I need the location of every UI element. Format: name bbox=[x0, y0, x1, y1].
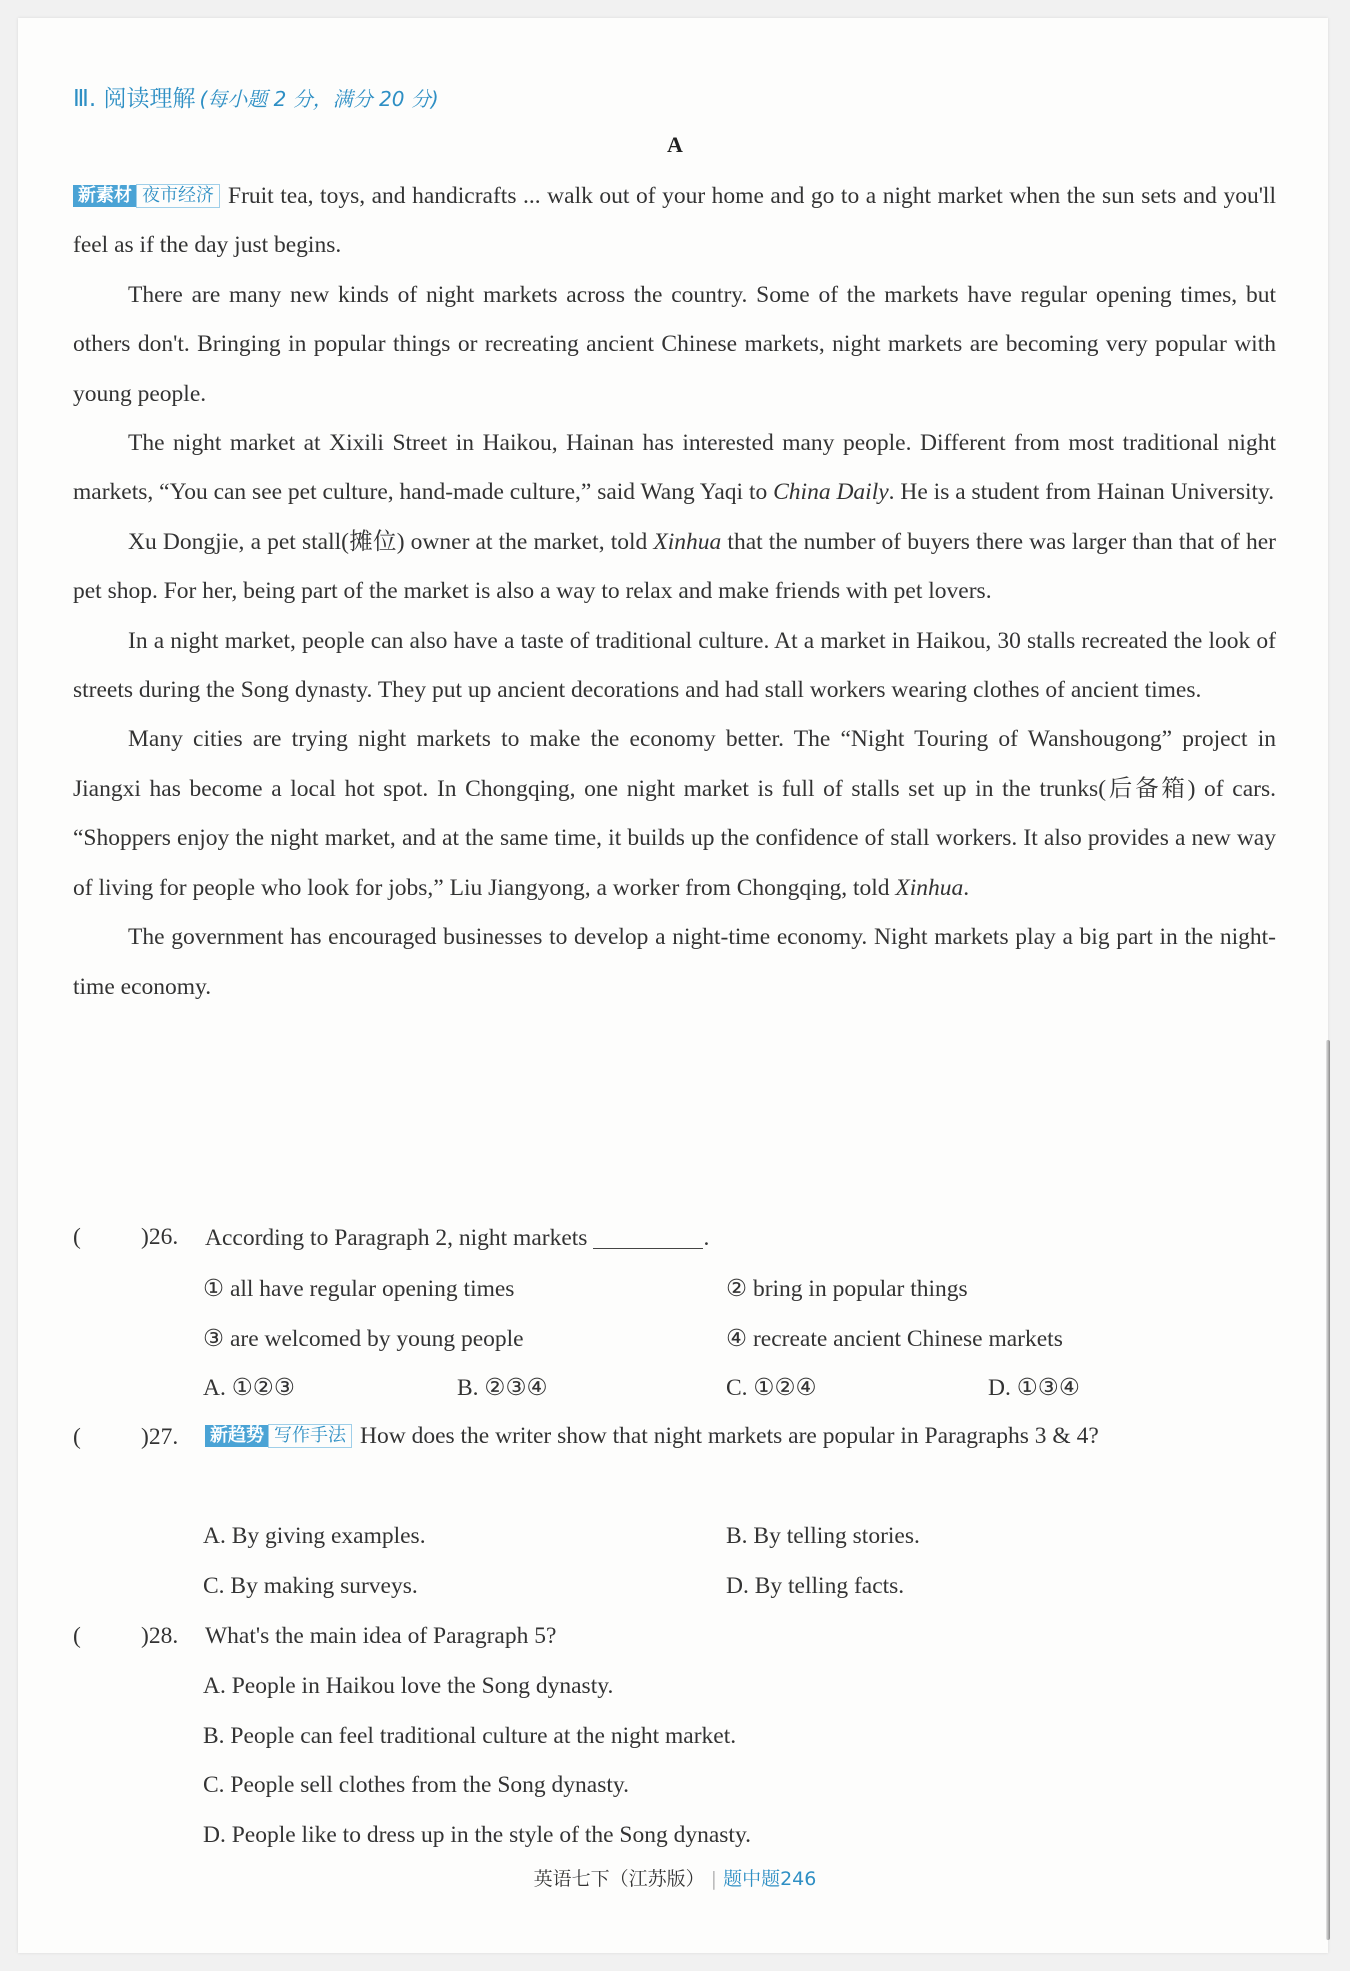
question-stem-text: According to Paragraph 2, night markets bbox=[205, 1225, 588, 1251]
new-trend-tag: 新趋势 bbox=[205, 1425, 269, 1447]
new-material-tag: 新素材 bbox=[73, 185, 137, 207]
passage-letter: A bbox=[667, 132, 683, 157]
paragraph-6 bbox=[73, 715, 1276, 913]
option-c[interactable]: C. People sell clothes from the Song dynasty. bbox=[203, 1772, 629, 1798]
option-a[interactable]: A. People in Haikou love the Song dynasty. bbox=[203, 1673, 614, 1699]
question-stem bbox=[205, 1224, 1276, 1252]
section-heading: Ⅲ. 阅读理解 bbox=[73, 86, 196, 112]
paragraph-3-text-a: The night market at Xixili Street in Haikou, Hainan has interested many people. Different from most traditional night markets, “You can see pet culture, hand-made culture,” said Wang Yaqi to bbox=[73, 430, 1276, 506]
page-footer bbox=[0, 1864, 1350, 1891]
statement-2: ② bring in popular things bbox=[726, 1276, 968, 1302]
option-d[interactable]: D. People like to dress up in the style of the Song dynasty. bbox=[203, 1822, 752, 1848]
option-c[interactable]: C. By making surveys. bbox=[203, 1573, 418, 1599]
page-number: 246 bbox=[780, 1868, 817, 1890]
question-number: )28. bbox=[141, 1623, 179, 1649]
question-stem-text: How does the writer show that night markets are popular in Paragraphs 3 & 4? bbox=[360, 1423, 1099, 1449]
option-c[interactable]: C. ①②④ bbox=[726, 1375, 817, 1401]
question-number: )27. bbox=[141, 1424, 179, 1450]
option-b[interactable]: B. People can feel traditional culture at the night market. bbox=[203, 1723, 737, 1749]
question-stem: What's the main idea of Paragraph 5? bbox=[205, 1623, 557, 1649]
question-number: )26. bbox=[141, 1224, 179, 1250]
answer-bracket[interactable]: ( bbox=[73, 1224, 81, 1250]
paragraph-3-source: China Daily bbox=[773, 479, 889, 506]
series-name: 题中题 bbox=[723, 1868, 781, 1890]
statement-4: ④ recreate ancient Chinese markets bbox=[726, 1326, 1063, 1352]
topic-tag: 夜市经济 bbox=[136, 184, 220, 208]
option-b[interactable]: B. ②③④ bbox=[457, 1375, 548, 1401]
paragraph-6-text-b: . bbox=[963, 874, 970, 901]
paragraph-1-text: Fruit tea, toys, and handicrafts ... walk out of your home and go to a night market when the sun sets and you'll feel as if the day just begins. bbox=[73, 183, 1276, 259]
writing-technique-tag: 写作手法 bbox=[268, 1424, 352, 1448]
paragraph-5: In a night market, people can also have a taste of traditional culture. At a market in Haikou, 30 stalls recreated the look of streets during the Song dynasty. They put up ancient decorations and had stall workers wearing clothes of ancient times. bbox=[73, 627, 1276, 704]
question-stem bbox=[205, 1412, 1276, 1461]
statement-1: ① all have regular opening times bbox=[203, 1276, 515, 1302]
paragraph-2: There are many new kinds of night markets across the country. Some of the markets have regular opening times, but others don't. Bringing in popular things or recreating ancient Chinese markets, night markets are becoming very popular with young people. bbox=[73, 281, 1276, 407]
option-b[interactable]: B. By telling stories. bbox=[726, 1523, 920, 1549]
paragraph-7: The government has encouraged businesses to develop a night-time economy. Night markets play a big part in the night-time economy. bbox=[73, 924, 1276, 1000]
passage-body bbox=[73, 172, 1276, 1012]
footer-divider: | bbox=[710, 1868, 718, 1890]
answer-bracket[interactable]: ( bbox=[73, 1623, 81, 1649]
paragraph-4-text-a: Xu Dongjie, a pet stall(摊位) owner at the market, told bbox=[128, 528, 654, 555]
statement-3: ③ are welcomed by young people bbox=[203, 1326, 524, 1352]
paragraph-6-source: Xinhua bbox=[895, 874, 964, 901]
paragraph-6-text-a: Many cities are trying night markets to make the economy better. The “Night Touring of Wanshougong” project in Jiangxi has become a local hot spot. In Chongqing, one night market is full of stalls set up in the trunks(后备箱) of cars. “Shoppers enjoy the night market, and at the same time, it builds up the confidence of stall workers. It also provides a new way of living for people who look for jobs,” Liu Jiangyong, a worker from Chongqing, told bbox=[73, 726, 1276, 901]
paragraph-3-text-b: . He is a student from Hainan University. bbox=[888, 479, 1275, 506]
paragraph-1 bbox=[73, 172, 1276, 271]
option-a[interactable]: A. By giving examples. bbox=[203, 1523, 426, 1549]
page-edge-shadow bbox=[1326, 1040, 1330, 1940]
option-d[interactable]: D. By telling facts. bbox=[726, 1573, 905, 1599]
question-stem-end: . bbox=[703, 1225, 710, 1251]
paragraph-4 bbox=[73, 518, 1276, 617]
section-title bbox=[73, 80, 439, 113]
paragraph-3 bbox=[73, 419, 1276, 518]
option-d[interactable]: D. ①③④ bbox=[988, 1375, 1080, 1401]
answer-bracket[interactable]: ( bbox=[73, 1424, 81, 1450]
paragraph-4-source: Xinhua bbox=[653, 528, 722, 555]
paragraph-4-text-b: that the number of buyers there was larger than that of her pet shop. For her, being part of the market is also a way to relax and make friends with pet lovers. bbox=[73, 528, 1276, 605]
answer-blank[interactable] bbox=[593, 1224, 703, 1249]
section-scoring: (每小题 2 分，满分 20 分) bbox=[199, 87, 439, 111]
option-a[interactable]: A. ①②③ bbox=[203, 1375, 295, 1401]
book-title: 英语七下（江苏版） bbox=[533, 1868, 705, 1890]
